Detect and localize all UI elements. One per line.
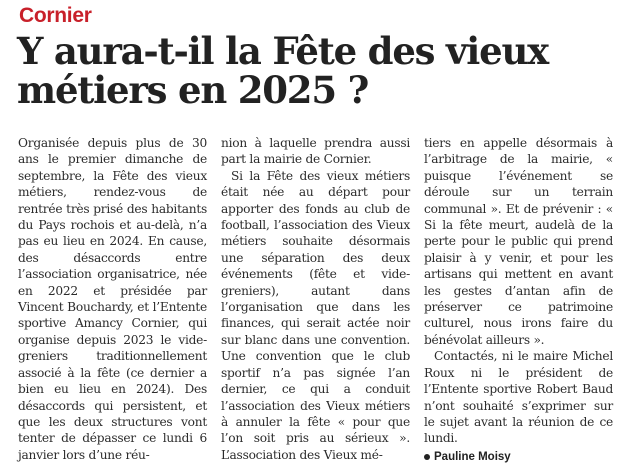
byline: [424, 451, 613, 463]
headline: Y aura-t-il la Fête des vieux métiers en 2025 ?: [17, 29, 549, 112]
column-3: [424, 135, 613, 463]
column-2: [221, 135, 410, 462]
author-name: Pauline Moisy: [434, 450, 511, 463]
paragraph: Contactés, ni le maire Michel Roux ni le président de l’Entente sportive Robert Baud n’ont souhaité s’exprimer sur le sujet avant la réunion de ce lundi.: [424, 349, 613, 446]
section-kicker: Cornier: [19, 4, 92, 27]
column-1: [18, 135, 207, 462]
paragraph: nion à laquelle prendra aussi part la mairie de Cornier.: [221, 136, 410, 167]
article-body: [18, 135, 614, 463]
paragraph: tiers en appelle désormais à l’arbitrage de la mairie, « puisque l’événement se déroule sur un terrain communal ». Et de prévenir : « Si la fête meurt, audelà de la perte pour le public qui prend plaisir à y venir, et pour les artisans qui mettent en avant les gestes d’antan afin de préserver ce patrimoine culturel, nous irons faire du bénévolat ailleurs ».: [424, 136, 613, 347]
paragraph: Organisée depuis plus de 30 ans le premier dimanche de septembre, la Fête des vieux métiers, rendez-vous de rentrée très prisé des habitants du Pays rochois et au-delà, n’a pas eu lieu en 2024. En cause, des désaccords entre l’association organisatrice, née en 2022 et présidée par Vincent Bouchardy, et l’Entente sportive Amancy Cornier, qui organise depuis 2023 le vide-greniers traditionnellement associé à la fête (ce dernier a bien eu lieu en 2024). Des désaccords qui persistent, et que les deux structures vont tenter de dépasser ce lundi 6 janvier lors d’une réu-: [18, 136, 207, 462]
bullet-icon: [424, 454, 430, 460]
paragraph: Si la Fête des vieux métiers était née au départ pour apporter des fonds au club de football, l’association des Vieux métiers souhaite désormais une séparation des deux événements (fête et vide-greniers), autant dans l’organisation que dans les finances, qui serait actée noir sur blanc dans une convention. Une convention que le club sportif n’a pas signée l’an dernier, ce qui a conduit l’association des Vieux métiers à annuler la fête « pour que l’on soit pris au sérieux ». L’association des Vieux mé-: [221, 168, 410, 462]
